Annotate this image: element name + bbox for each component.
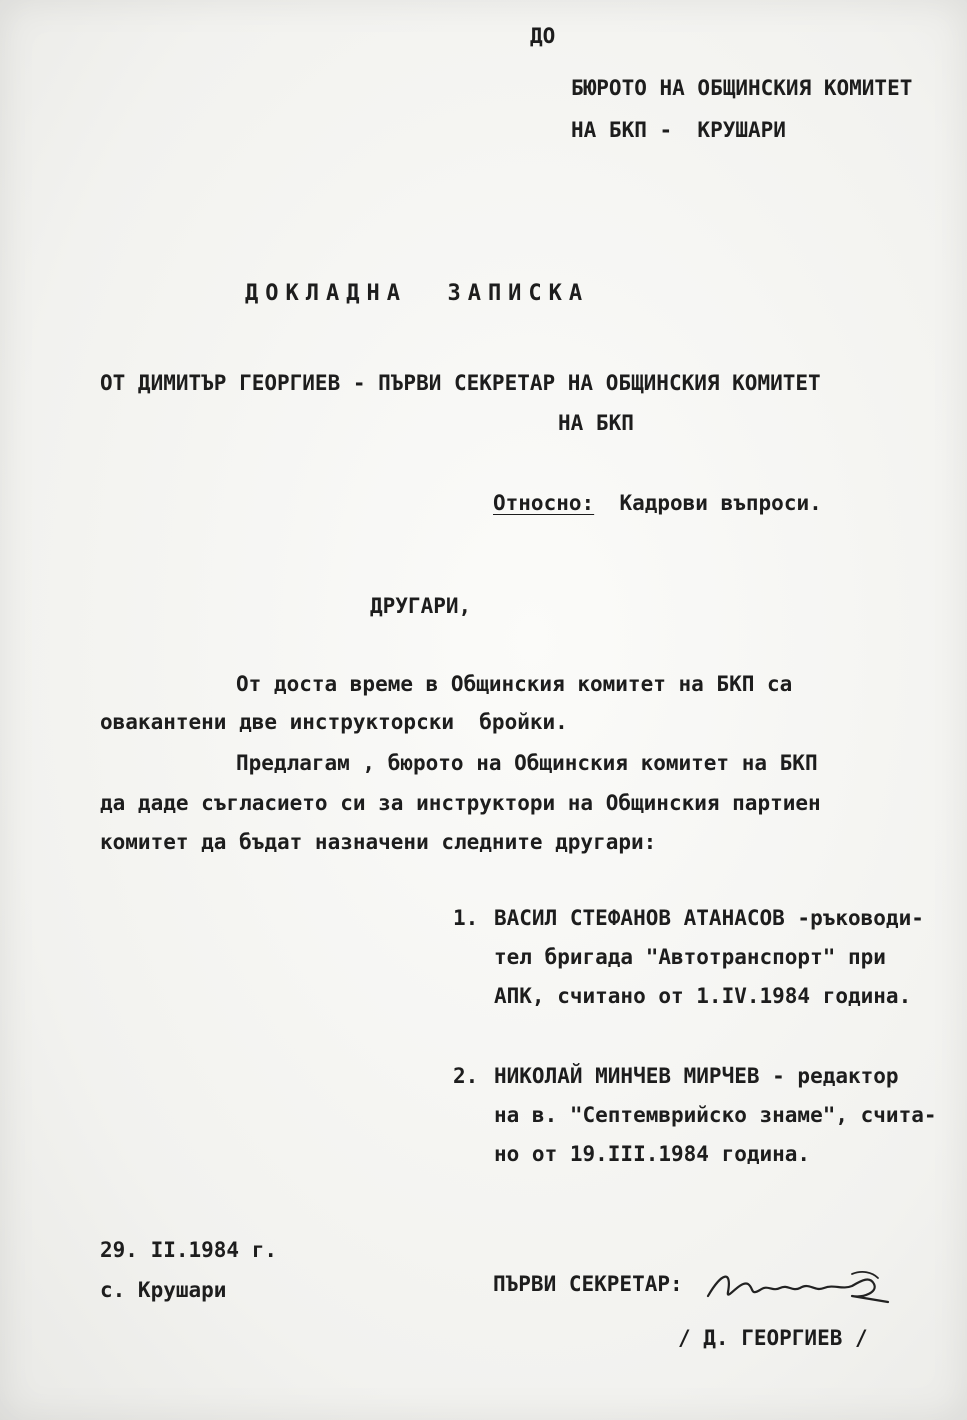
candidate-2-number: 2. <box>453 1064 479 1088</box>
body-p1-line1: От доста време в Общинския комитет на БКП са <box>236 672 793 696</box>
body-p1-line2: овакантени две инструкторски бройки. <box>100 710 568 734</box>
signature-name: / Д. ГЕОРГИЕВ / <box>678 1326 868 1350</box>
subject-value: Кадрови въпроси. <box>619 491 822 515</box>
footer-date: 29. II.1984 г. <box>100 1238 278 1262</box>
candidate-1-line2: тел бригада "Автотранспорт" при <box>494 945 886 969</box>
candidate-2-line3: но от 19.III.1984 година. <box>494 1142 811 1166</box>
signature-title: ПЪРВИ СЕКРЕТАР: <box>493 1272 683 1296</box>
candidate-1-line1: ВАСИЛ СТЕФАНОВ АТАНАСОВ -ръководи- <box>494 906 924 930</box>
footer-place: с. Крушари <box>100 1278 227 1302</box>
addressee-to: ДО <box>530 24 556 48</box>
body-p2-line1: Предлагам , бюрото на Общинския комитет на БКП <box>236 751 818 775</box>
subject-label: Относно: <box>493 491 595 515</box>
handwritten-signature <box>702 1262 892 1312</box>
addressee-line2: НА БКП - КРУШАРИ <box>571 118 786 142</box>
from-line2: НА БКП <box>558 411 634 435</box>
document-title: ДОКЛАДНА ЗАПИСКА <box>245 281 590 306</box>
candidate-2-line2: на в. "Септемврийско знаме", счита- <box>494 1103 937 1127</box>
from-line1: ОТ ДИМИТЪР ГЕОРГИЕВ - ПЪРВИ СЕКРЕТАР НА ОБЩИНСКИЯ КОМИТЕТ <box>100 371 821 395</box>
addressee-line1: БЮРОТО НА ОБЩИНСКИЯ КОМИТЕТ <box>571 76 913 100</box>
candidate-2-line1: НИКОЛАЙ МИНЧЕВ МИРЧЕВ - редактор <box>494 1064 899 1088</box>
candidate-1-number: 1. <box>453 906 479 930</box>
salutation: ДРУГАРИ, <box>370 594 472 618</box>
body-p2-line3: комитет да бъдат назначени следните другари: <box>100 830 657 854</box>
candidate-1-line3: АПК, считано от 1.IV.1984 година. <box>494 984 912 1008</box>
subject-line <box>493 489 822 517</box>
body-p2-line2: да даде съгласието си за инструктори на Общинския партиен <box>100 791 821 815</box>
